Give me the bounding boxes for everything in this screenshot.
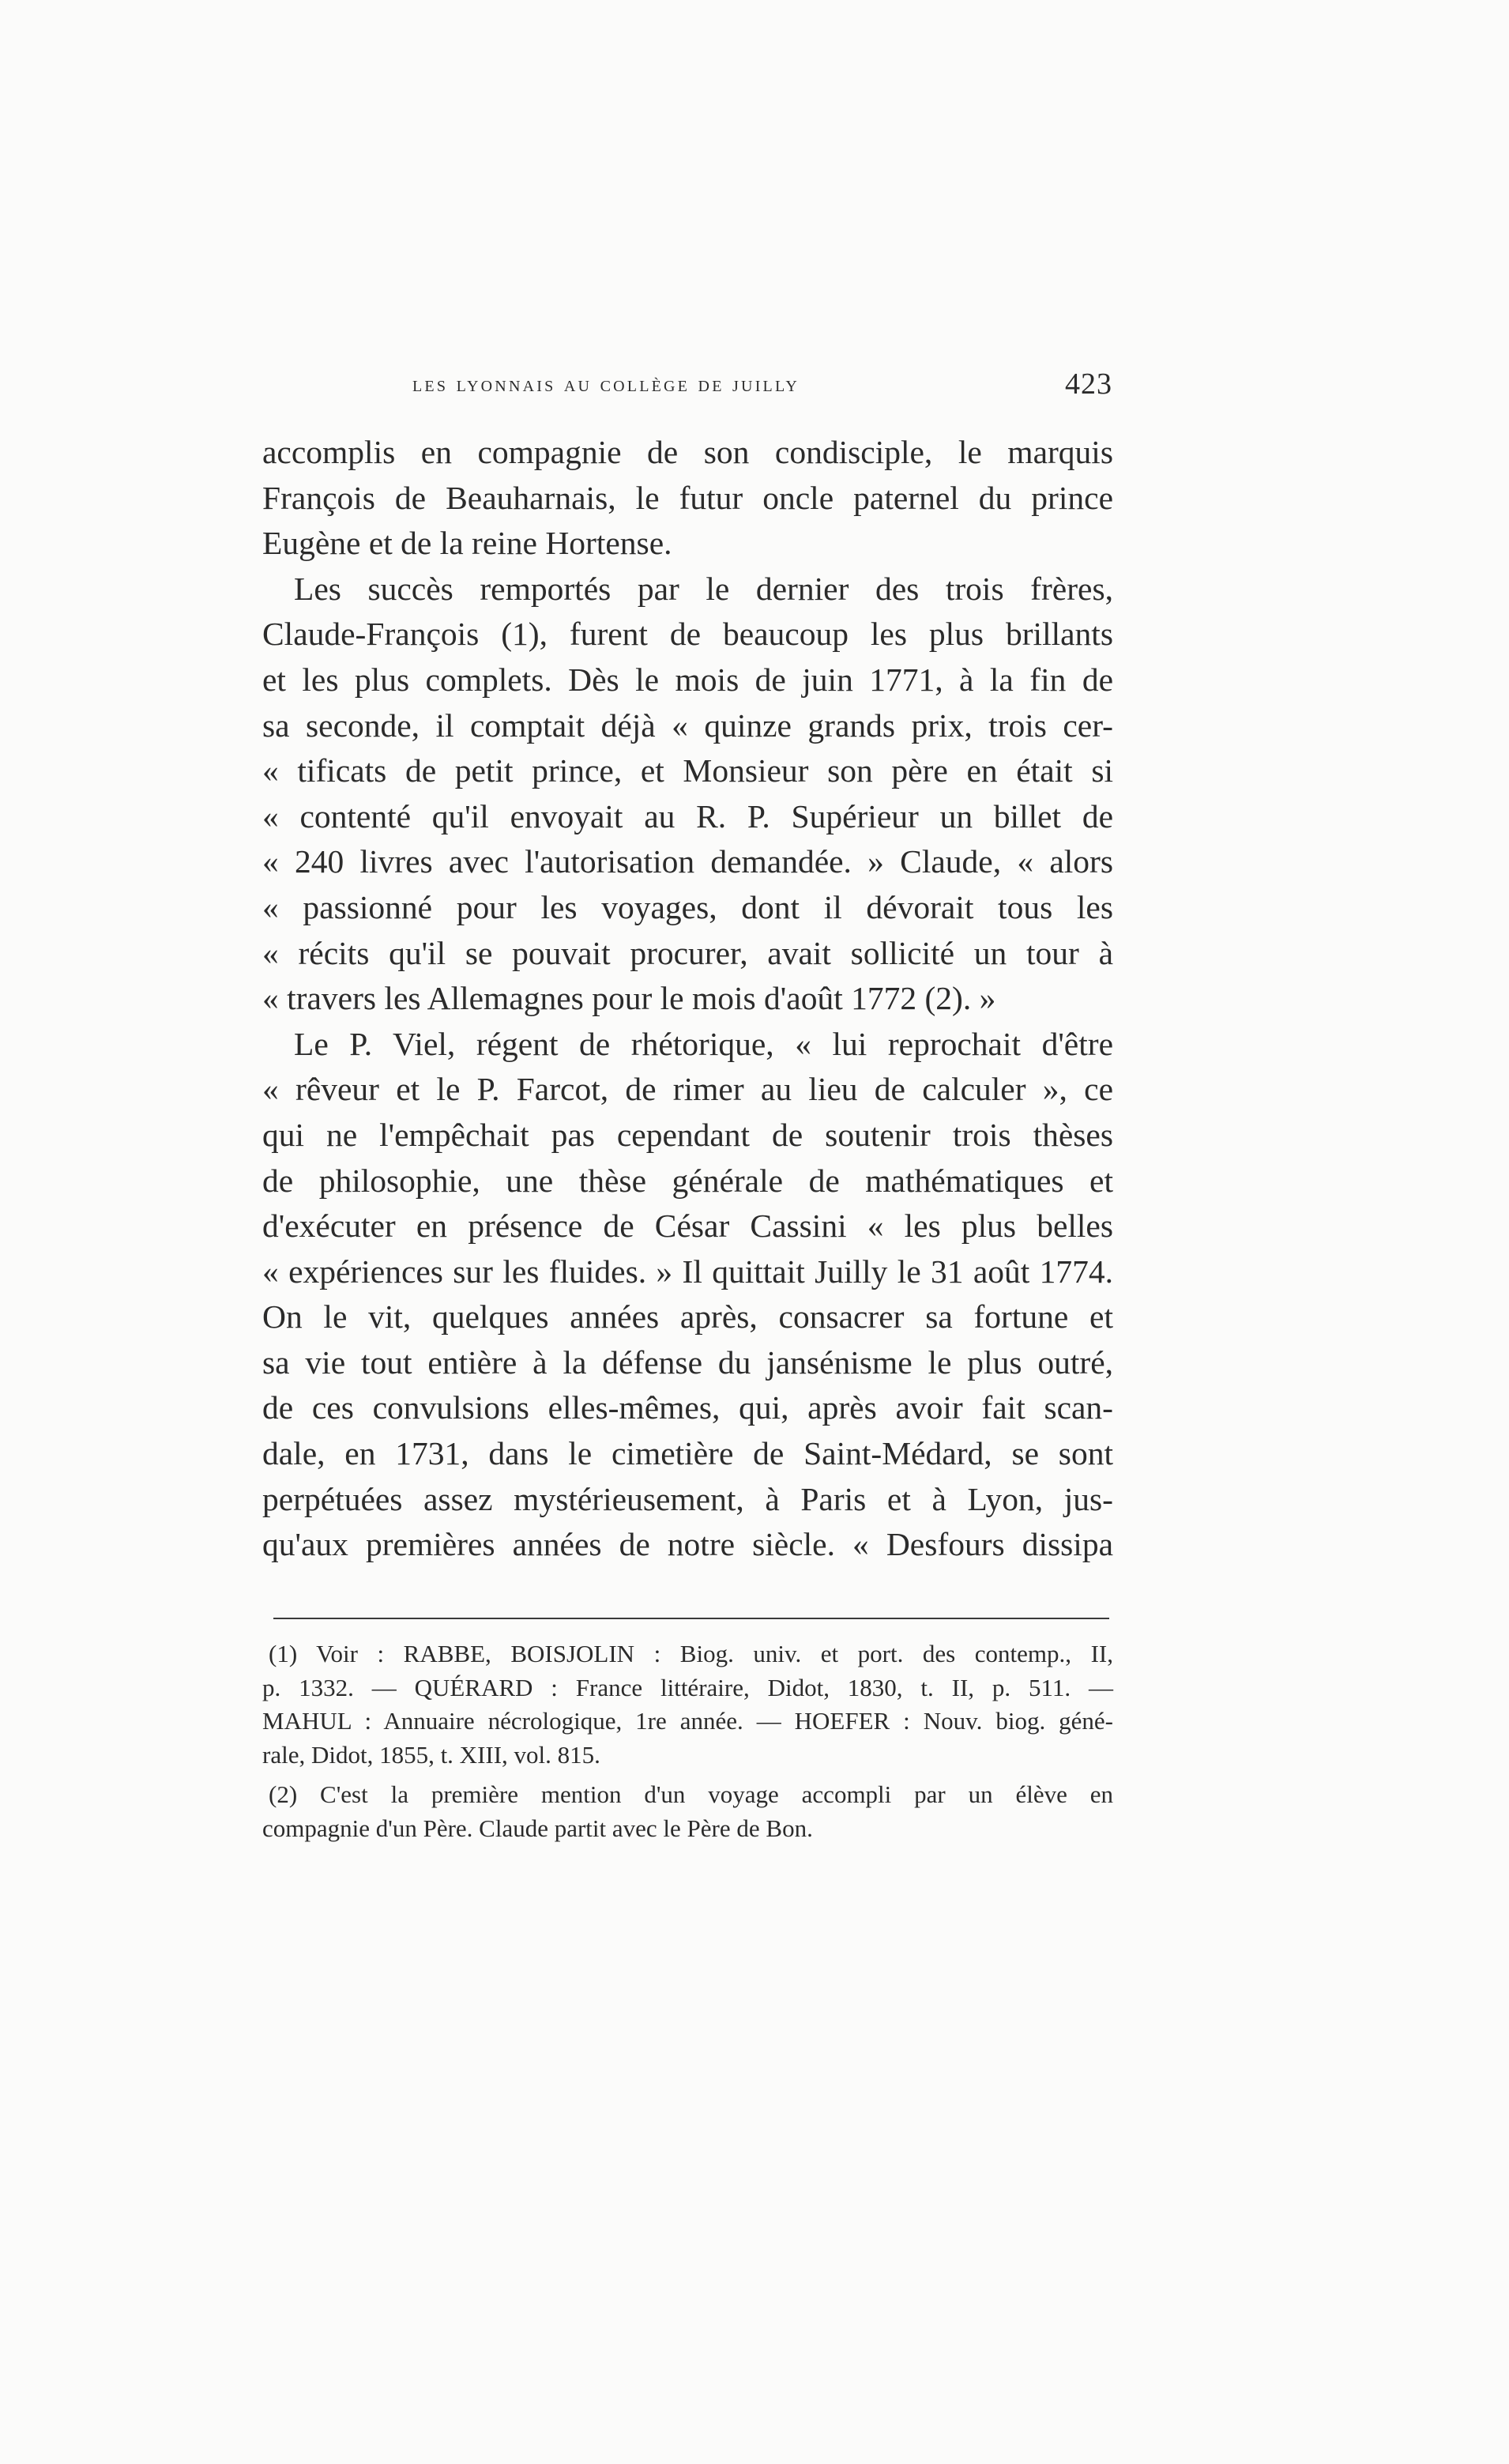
footnote-line: MAHUL : Annuaire nécrologique, 1re année. — HOEFER : Nouv. biog. géné- — [262, 1707, 1113, 1735]
body-line: qu'aux premières années de notre siècle. « Desfours dissipa — [262, 1526, 1113, 1563]
footnote-line: rale, Didot, 1855, t. XIII, vol. 815. — [262, 1740, 600, 1769]
footnote-line: (2) C'est la première mention d'un voyage accompli par un élève en — [269, 1780, 1113, 1808]
body-line: sa vie tout entière à la défense du jansénisme le plus outré, — [262, 1343, 1113, 1381]
body-line: sa seconde, il comptait déjà « quinze grands prix, trois cer- — [262, 706, 1113, 744]
body-line: François de Beauharnais, le futur oncle paternel du prince — [262, 479, 1113, 516]
body-line: « contenté qu'il envoyait au R. P. Supérieur un billet de — [262, 797, 1113, 835]
body-text — [262, 430, 1113, 1568]
running-header — [412, 367, 1112, 406]
footnote-2 — [262, 1778, 1113, 1845]
body-line: de ces convulsions elles-mêmes, qui, après avoir fait scan- — [262, 1389, 1113, 1426]
body-line: « expériences sur les fluides. » Il quittait Juilly le 31 août 1774. — [262, 1253, 1113, 1290]
footnotes — [262, 1637, 1113, 1845]
body-line: Le P. Viel, régent de rhétorique, « lui reprochait d'être — [294, 1025, 1113, 1062]
body-line: accomplis en compagnie de son condisciple, le marquis — [262, 434, 1113, 470]
body-line: dale, en 1731, dans le cimetière de Saint-Médard, se sont — [262, 1435, 1113, 1472]
body-line: « récits qu'il se pouvait procurer, avait sollicité un tour à — [262, 934, 1113, 971]
body-line: qui ne l'empêchait pas cependant de soutenir trois thèses — [262, 1116, 1113, 1153]
body-line: « passionné pour les voyages, dont il dévorait tous les — [262, 888, 1113, 925]
body-line: et les plus complets. Dès le mois de juin 1771, à la fin de — [262, 661, 1113, 698]
body-line: « travers les Allemagnes pour le mois d'août 1772 (2). » — [262, 980, 996, 1017]
body-line: perpétuées assez mystérieusement, à Paris et à Lyon, jus- — [262, 1480, 1113, 1517]
body-line: On le vit, quelques années après, consacrer sa fortune et — [262, 1298, 1113, 1336]
body-line: Claude-François (1), furent de beaucoup les plus brillants — [262, 616, 1113, 653]
body-line: « tificats de petit prince, et Monsieur son père en était si — [262, 752, 1113, 789]
body-line: Les succès remportés par le dernier des trois frères, — [294, 570, 1113, 607]
body-line: « rêveur et le P. Farcot, de rimer au lieu de calculer », ce — [262, 1071, 1113, 1108]
footnote-line: compagnie d'un Père. Claude partit avec le Père de Bon. — [262, 1814, 813, 1842]
body-line: de philosophie, une thèse générale de mathématiques et — [262, 1162, 1113, 1199]
footnote-line: p. 1332. — QUÉRARD : France littéraire, Didot, 1830, t. II, p. 511. — — [262, 1673, 1113, 1701]
footnote-1 — [262, 1637, 1113, 1772]
body-line: d'exécuter en présence de César Cassini « les plus belles — [262, 1208, 1113, 1245]
running-title: les lyonnais au collège de juilly — [412, 371, 800, 397]
body-line: « 240 livres avec l'autorisation demandée. » Claude, « alors — [262, 843, 1113, 880]
page-number: 423 — [1065, 367, 1112, 401]
body-line: Eugène et de la reine Hortense. — [262, 525, 672, 562]
footnote-separator — [273, 1618, 1109, 1619]
footnote-line: (1) Voir : RABBE, BOISJOLIN : Biog. univ. et port. des contemp., II, — [269, 1640, 1113, 1667]
